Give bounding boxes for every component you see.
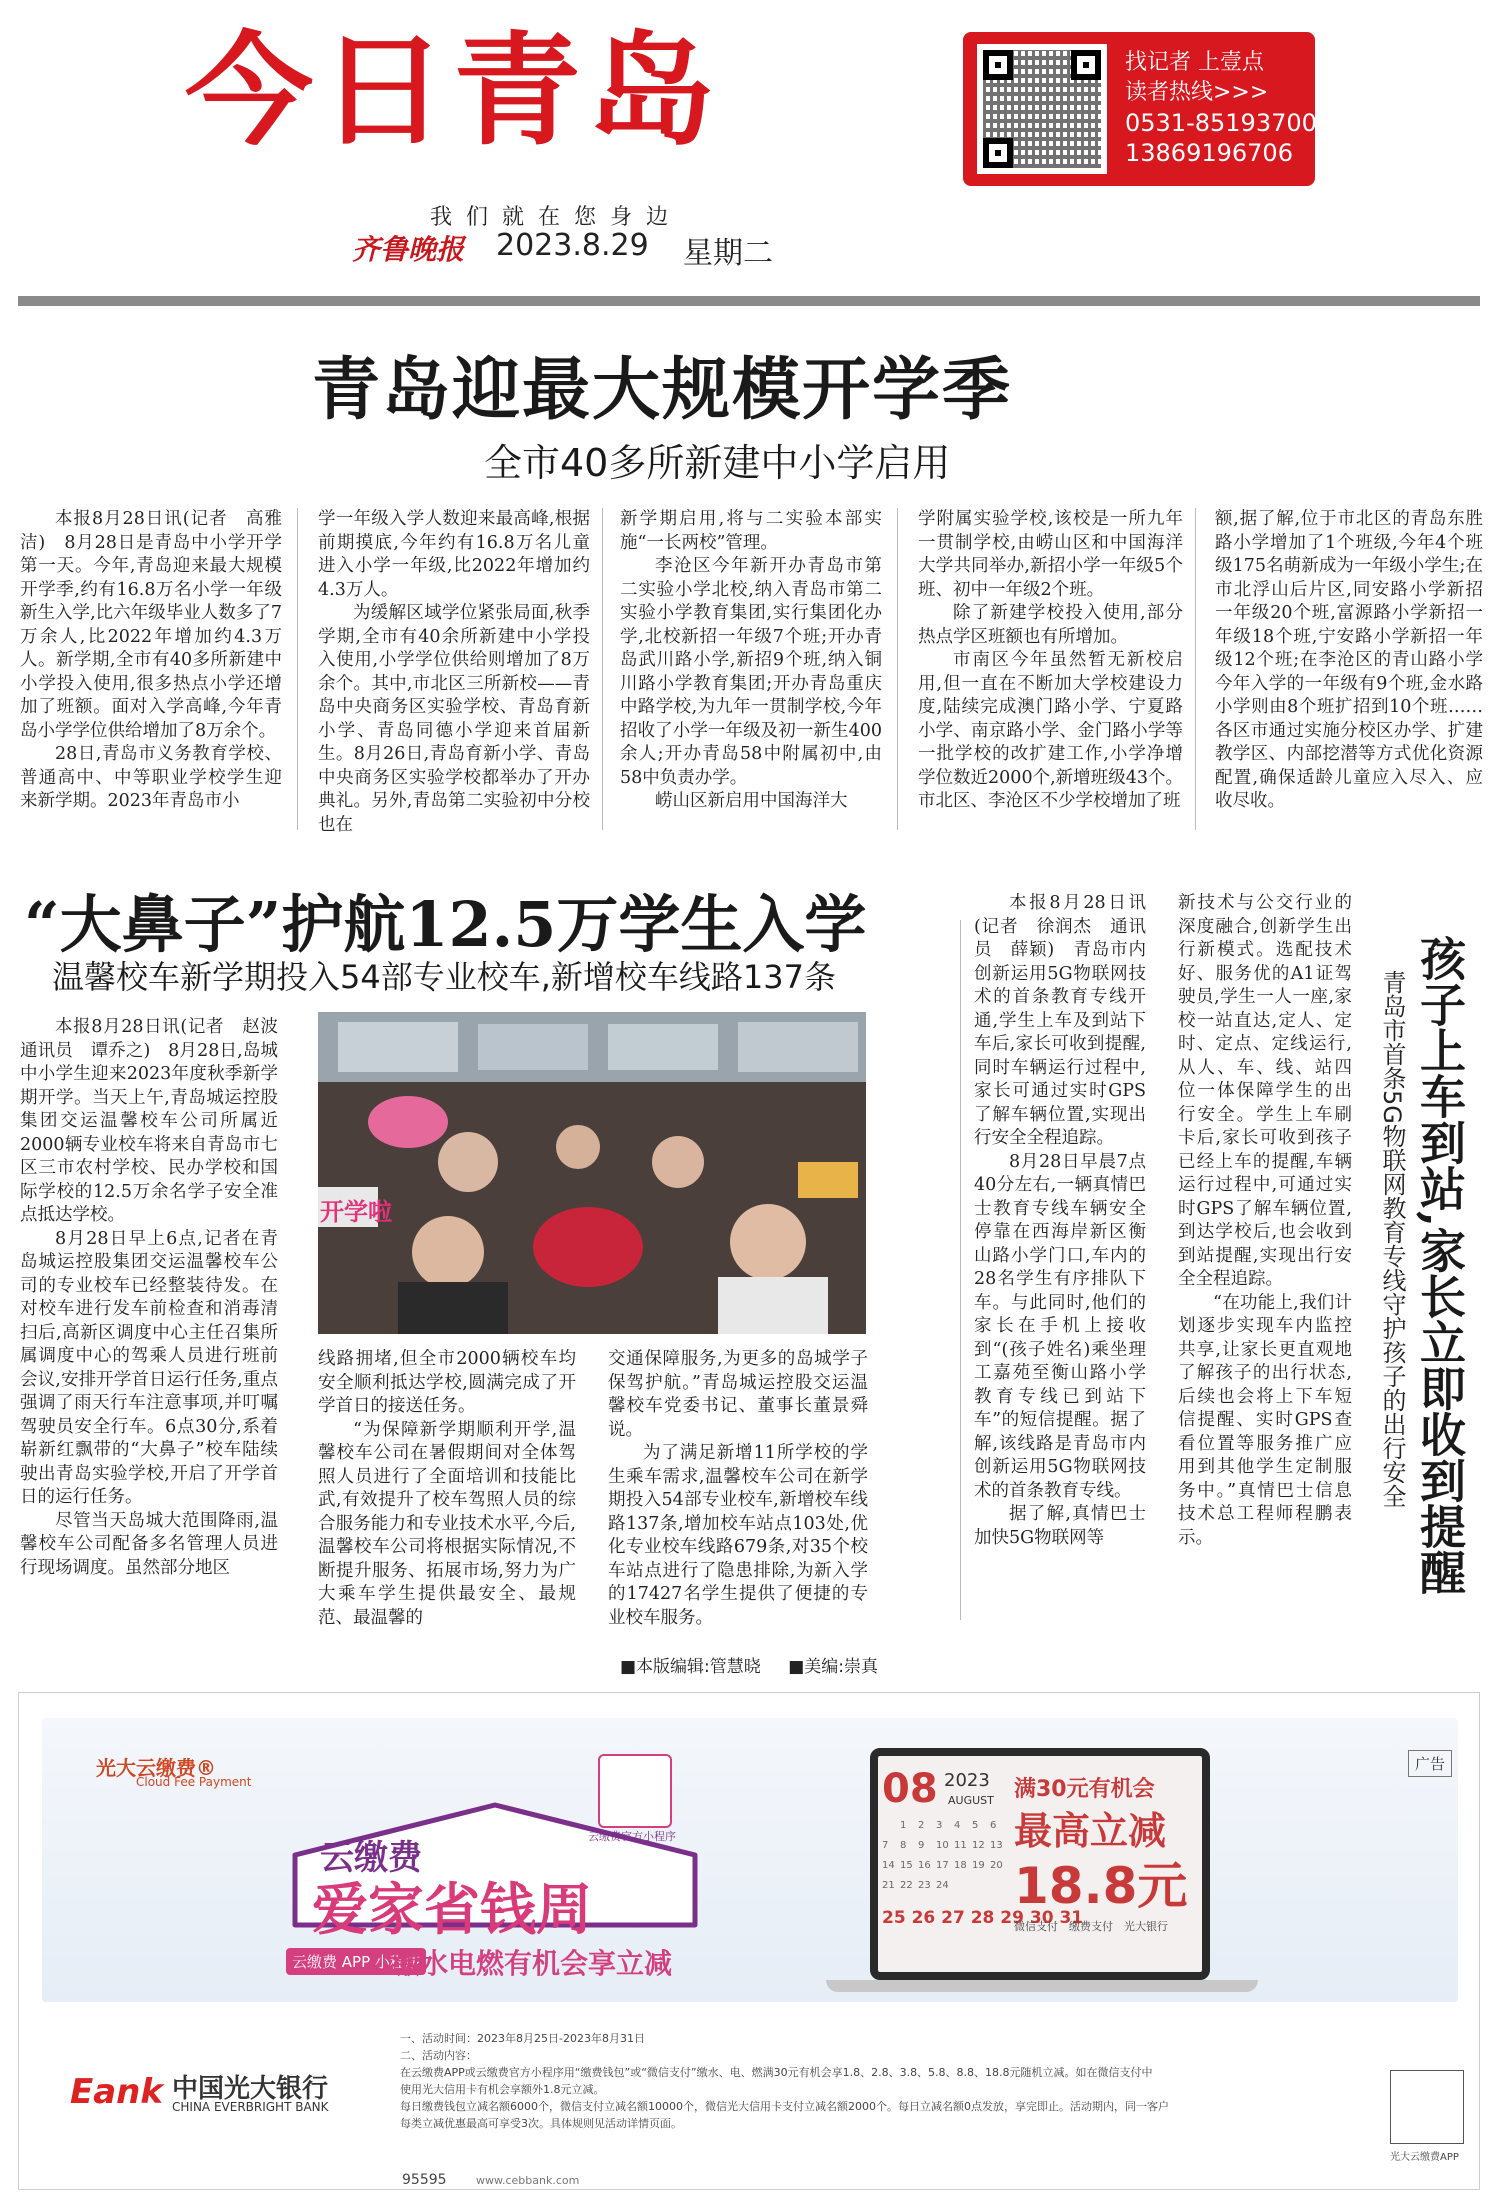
paragraph: 8月28日早上6点,记者在青岛城运控股集团交运温馨校车公司的专业校车已经整装待发。在对校车进行发车前检查和消毒清扫后,高新区调度中心主任召集所属调度中心的驾乘人员进行班前会议,安排开学首日运行任务,重点强调了雨天行车注意事项,并叮嘱驾驶员安全行车。6点30分,系着崭新红飘带的“大鼻子”校车陆续驶出青岛实验学校,开启了开学首日的运行任务。 — [20, 1228, 278, 1507]
terms-line: 一、活动时间：2023年8月25日-2023年8月31日 — [400, 2032, 645, 2045]
paragraph: 线路拥堵,但全市2000辆校车均安全顺利抵达学校,圆满完成了开学首日的接送任务。 — [318, 1349, 576, 1416]
hotline-text — [1125, 48, 1317, 168]
ad-title-line2: 爱家省钱周 — [312, 1878, 592, 1943]
story3-column-1 — [974, 892, 1146, 1550]
hotline-phone: 0531-85193700 — [1125, 109, 1317, 137]
paragraph: 为缓解区域学位紧张局面,秋季学期,全市有40余所新建中小学投入使用,小学学位供给则增加了8万余个。其中,市北区三所新校——青岛中央商务区实验学校、青岛育新小学、青岛同德小学迎来首届新生。8月26日,青岛育新小学、青岛中央商务区实验学校都举办了开办典礼。另外,青岛第二实验初中分校也在 — [318, 603, 590, 835]
promo-line2: 最高立减 — [1014, 1809, 1167, 1853]
bank-name-en: CHINA EVERBRIGHT BANK — [172, 2100, 329, 2114]
promo-amount: 18.8元 — [1014, 1857, 1188, 1915]
paragraph: 市南区今年虽然暂无新校启用,但一直在不断加大学校建设力度,陆续完成澳门路小学、宁夏路小学、南京路小学、金门路小学等一批学校的改扩建工作,小学净增学位数近2000个,新增班级43个。市北区、李沧区不少学校增加了班 — [918, 650, 1183, 811]
calendar-day: 22 — [900, 1880, 913, 1891]
terms-line: 二、活动内容： — [400, 2049, 477, 2062]
column-rule — [960, 920, 961, 1620]
terms-line: 在云缴费APP或云缴费官方小程序用“缴费钱包”或“微信支付”缴水、电、燃满30元有机会享1.8、2.8、3.8、5.8、8.8、18.8元随机立减。如在微信支付中 — [400, 2066, 1153, 2079]
editor-credit: ■本版编辑:管慧晓 — [620, 1657, 761, 1677]
story2-column-3 — [608, 1348, 868, 1630]
bank-name: 中国光大银行 — [172, 2074, 329, 2104]
ad-brand-en: Cloud Fee Payment — [136, 1775, 252, 1789]
calendar-day: 23 — [918, 1880, 931, 1891]
app-qr-code-icon[interactable] — [1390, 2070, 1464, 2144]
issue-weekday: 星期二 — [683, 236, 773, 271]
story1-column-5 — [1215, 508, 1483, 814]
bank-logo-icon: Eank — [70, 2072, 163, 2112]
paragraph: 8月28日早晨7点40分左右,一辆真情巴士教育专线车辆安全停靠在西海岸新区衡山路小学门口,车内的28名学生有序排队下车。与此同时,他们的家长在手机上接收到“(孩子姓名)乘坐理工嘉苑至衡山路小学教育专线已到站下车”的短信提醒。据了解,该线路是青岛市内创新运用5G物联网技术的首条教育专线。 — [974, 1151, 1146, 1501]
ad-banner[interactable] — [42, 1718, 1458, 2002]
paragraph: 28日,青岛市义务教育学校、普通高中、中等职业学校学生迎来新学期。2023年青岛市小 — [20, 744, 282, 811]
terms-line: 每日缴费钱包立减名额6000个，微信支付立减名额10000个，微信光大信用卡支付立减名额2000个。每日立减名额0点发放，享完即止。活动期内，同一客户 — [400, 2100, 1169, 2113]
ad-terms — [400, 2030, 1260, 2132]
hotline-line: 读者热线>>> — [1125, 80, 1269, 105]
paragraph: 除了新建学校投入使用,部分热点学区班额也有所增加。 — [918, 603, 1183, 647]
calendar-day: 6 — [990, 1820, 997, 1831]
calendar-day: 7 — [882, 1840, 889, 1851]
calendar-grid — [882, 1820, 1008, 1910]
ad-brand: 光大云缴费® — [96, 1756, 216, 1780]
story1-column-4 — [918, 508, 1183, 814]
paragraph: 本报8月28日讯(记者 高雅洁) 8月28日是青岛中小学开学第一天。今年,青岛迎来最大规模开学季,约有16.8万名小学一年级新生入学,比六年级毕业人数多了7万余人,比2022年增加约4.3万人。新学期,全市有40多所新建中小学投入使用,很多热点小学还增加了班额。面对入学高峰,今年青岛小学学位供给增加了8万余个。 — [20, 509, 282, 741]
headline-story1: 青岛迎最大规模开学季 — [312, 350, 1013, 430]
art-editor-credit: ■美编:崇真 — [788, 1657, 878, 1677]
editor-credits — [620, 1652, 900, 1677]
calendar-day: 11 — [954, 1840, 967, 1851]
story2-column-1 — [20, 1016, 296, 1580]
hotline-phone: 13869196706 — [1125, 139, 1293, 167]
laptop-base — [826, 1980, 1258, 1992]
calendar-day: 19 — [972, 1860, 985, 1871]
subhead-story3: 青岛市首条5G物联网教育专线守护孩子的出行安全 — [1378, 970, 1406, 1508]
calendar-day: 18 — [954, 1860, 967, 1871]
ad-qr-caption: 云缴费官方小程序 — [588, 1830, 676, 1843]
paragraph: 李沧区今年新开办青岛市第二实验小学北校,纳入青岛市第二实验小学教育集团,实行集团化办学,北校新招一年级7个班;开办青岛武川路小学,新招9个班,纳入铜川路小学教育集团;开办青岛重庆中路学校,为九年一贯制学校,今年招收了小学一年级及初一新生400余人;开办青岛58中附属初中,由58中负责办学。 — [620, 556, 882, 788]
qr-code-icon[interactable] — [977, 44, 1107, 174]
calendar-day: 2 — [918, 1820, 925, 1831]
hotline-line: 找记者 上壹点 — [1125, 50, 1264, 75]
paragraph: 尽管当天岛城大范围降雨,温馨校车公司配备多名管理人员进行现场调度。虽然部分地区 — [20, 1510, 278, 1578]
story1-column-3 — [620, 508, 882, 814]
calendar-day: 20 — [990, 1860, 1003, 1871]
calendar-day: 12 — [972, 1840, 985, 1851]
issue-date: 2023.8.29 — [496, 228, 649, 263]
paragraph: 学一年级入学人数迎来最高峰,根据前期摸底,今年约有16.8万名儿童进入小学一年级,比2022年增加约4.3万人。 — [318, 509, 590, 600]
story1-column-1 — [20, 508, 282, 814]
paragraph: “在功能上,我们计划逐步实现车内监控共享,让家长更直观地了解孩子的出行状态,后续也会将上下车短信提醒、实时GPS查看位置等服务推广应用到其他学生定制服务中。”真情巴士信息技术总工程师程鹏表示。 — [1178, 1292, 1352, 1548]
ad-title-line1: 云缴费 — [320, 1838, 422, 1878]
story1-column-2 — [318, 508, 590, 837]
column-rule — [1195, 508, 1196, 830]
photo-sign-text: 开学啦 — [320, 1198, 392, 1226]
ad-qr-note: 光大云缴费APP — [1390, 2152, 1459, 2163]
paragraph: “为保障新学期顺利开学,温馨校车公司在暑假期间对全体驾照人员进行了全面培训和技能比武,有效提升了校车驾照人员的综合服务能力和专业技术水平,今后,温馨校车公司将根据实际情况,不断提升服务、拓展市场,努力为广大乘车学生提供最安全、最规范、最温馨的 — [318, 1419, 576, 1628]
terms-line: 使用光大信用卡有机会享额外1.8元立减。 — [400, 2083, 605, 2096]
paragraph: 据了解,真情巴士加快5G物联网等 — [974, 1504, 1146, 1548]
column-rule — [602, 508, 603, 830]
calendar-day: 4 — [954, 1820, 961, 1831]
paragraph: 崂山区新启用中国海洋大 — [655, 791, 848, 811]
calendar-day: 1 — [900, 1820, 907, 1831]
headline-story2: “大鼻子”护航12.5万学生入学 — [24, 888, 867, 961]
calendar-day: 5 — [972, 1820, 979, 1831]
terms-line: 每类立减优惠最高可享受3次。具体规则见活动详情页面。 — [400, 2117, 682, 2130]
calendar-day: 15 — [900, 1860, 913, 1871]
parent-paper-logo: 齐鲁晚报 — [352, 233, 465, 266]
story2-column-2 — [318, 1348, 576, 1630]
calendar-month-name: AUGUST — [948, 1794, 994, 1807]
ad-app-tag: 云缴费 APP 小程序 — [286, 1948, 426, 1975]
news-photo-school-bus — [318, 1012, 866, 1334]
calendar-day: 9 — [918, 1840, 925, 1851]
calendar-highlight: 25 26 27 28 29 30 31 — [882, 1908, 1084, 1928]
subhead-story1: 全市40多所新建中小学启用 — [484, 441, 951, 485]
calendar-month: 08 — [882, 1766, 938, 1812]
column-rule — [297, 508, 298, 830]
paragraph: 交通保障服务,为更多的岛城学子保驾护航。”青岛城运控股交运温馨校车党委书记、董事长董景舜说。 — [608, 1349, 868, 1440]
story3-column-2 — [1178, 892, 1352, 1550]
column-rule — [897, 508, 898, 830]
masthead-title: 今日青岛 — [185, 20, 722, 163]
bank-website[interactable]: www.cebbank.com — [476, 2174, 580, 2187]
calendar-day: 16 — [918, 1860, 931, 1871]
paragraph: 本报8月28日讯(记者 赵波 通讯员 谭乔之) 8月28日,岛城中小学生迎来2023年度秋季新学期开学。当天上午,青岛城运控股集团交运温馨校车公司所属近2000辆专业校车将来自青岛市七区三市农村学校、民办学校和国际学校的12.5万余名学子安全准点抵达学校。 — [20, 1017, 296, 1225]
masthead-rule — [18, 296, 1480, 306]
school-bus-photo-illustration — [318, 1012, 866, 1334]
calendar-day: 14 — [882, 1860, 895, 1871]
subhead-story2: 温馨校车新学期投入54部专业校车,新增校车线路137条 — [52, 958, 836, 996]
mini-program-qr-icon[interactable] — [598, 1754, 672, 1828]
paragraph: 新技术与公交行业的深度融合,创新学生出行新模式。选配技术好、服务优的A1证驾驶员,学生一人一座,家校一站直达,定人、定时、定点、定线运行,从人、车、线、站四位一体保障学生的出行安全。学生上车刷卡后,家长可收到孩子已经上车的提醒,车辆运行过程中,可通过实时GPS了解车辆位置,到达学校后,也会收到到站提醒,实现出行安全全程追踪。 — [1178, 893, 1352, 1289]
calendar-day: 13 — [990, 1840, 1003, 1851]
calendar-day: 21 — [882, 1880, 895, 1891]
paragraph: 为了满足新增11所学校的学生乘车需求,温馨校车公司在新学期投入54部专业校车,新增校车线路137条,增加校车站点103处,优化专业校车线路679条,对35个校车站点进行了隐患排除,为新入学的17427名学生提供了便捷的专业校车服务。 — [608, 1443, 868, 1628]
calendar-day: 24 — [936, 1880, 949, 1891]
bank-hotline: 95595 — [402, 2172, 447, 2188]
paragraph: 本报8月28日讯(记者 徐润杰 通讯员 薛颖) 青岛市内创新运用5G物联网技术的首条教育专线开通,学生上车及到站下车后,家长可收到提醒,同时车辆运行过程中,家长可通过实时GPS了解车辆位置,实现出行安全全程追踪。 — [974, 893, 1146, 1148]
ad-label: 广告 — [1408, 1750, 1452, 1777]
paragraph: 新学期启用,将与二实验本部实施“一长两校”管理。 — [620, 509, 882, 553]
promo-line1: 满30元有机会 — [1014, 1777, 1155, 1802]
calendar-year: 2023 — [944, 1770, 990, 1791]
calendar-day: 3 — [936, 1820, 943, 1831]
paragraph: 额,据了解,位于市北区的青岛东胜路小学增加了1个班级,今年4个班级175名萌新成为一年级小学生;在市北浮山后片区,同安路小学新招一年级20个班,富源路小学新招一年级18个班,宁安路小学新招一年级12个班;在李沧区的青山路小学今年入学的一年级有9个班,金水路小学则由8个班扩招到10个班……各区市通过实施分校区办学、扩建教学区、内部挖潜等方式优化资源配置,确保适龄儿童应入尽入、应收尽收。 — [1215, 509, 1483, 811]
paragraph: 学附属实验学校,该校是一所九年一贯制学校,由崂山区和中国海洋大学共同举办,新招小学一年级5个班、初中一年级2个班。 — [918, 509, 1183, 600]
calendar-day: 10 — [936, 1840, 949, 1851]
calendar-day: 8 — [900, 1840, 907, 1851]
promo-partners: 微信支付 缴费支付 光大银行 — [1014, 1920, 1168, 1933]
headline-story3: 孩子上车到站,家长立即收到提醒 — [1413, 935, 1467, 1596]
masthead-slogan: 我们就在您身边 — [430, 205, 683, 230]
calendar-day: 17 — [936, 1860, 949, 1871]
ad-tagline: 缴水电燃有机会享立减 — [392, 1947, 673, 1980]
